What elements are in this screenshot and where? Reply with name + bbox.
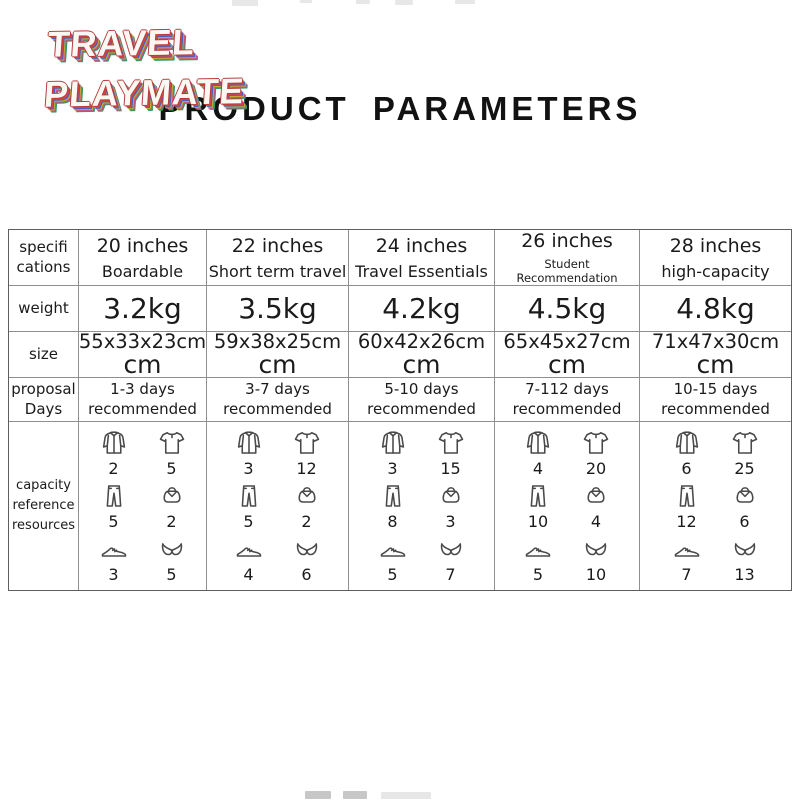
handbag-count: 2 [166, 512, 177, 531]
jacket-icon [376, 428, 410, 458]
capacity-cell-22-inches [207, 422, 349, 590]
weight-value: 3.2kg [79, 286, 207, 332]
bra-icon [434, 534, 468, 564]
proposal-days-value: 10-15 days recommended [640, 378, 791, 422]
column-subtitle: Boardable [101, 261, 184, 281]
bra-count: 5 [166, 565, 177, 584]
capacity-row-label: capacity reference resources [9, 422, 79, 590]
jacket-icon [97, 428, 131, 458]
weight-row-label: weight [9, 286, 79, 332]
size-unit: cm [402, 350, 441, 378]
bra-count: 6 [301, 565, 312, 584]
handbag-icon [434, 481, 468, 511]
size-unit: cm [696, 350, 735, 378]
cropped-text-artifact [395, 0, 413, 5]
jacket-icon [232, 428, 266, 458]
column-size: 20 inches [96, 234, 189, 257]
column-header-28-inches [640, 230, 791, 286]
bra-icon [290, 534, 324, 564]
column-subtitle: Student Recommendation [516, 257, 618, 285]
shoe-icon [670, 534, 704, 564]
column-header-22-inches [207, 230, 349, 286]
size-row-label: size [9, 332, 79, 378]
brand-logo-line1: TRAVEL [46, 21, 197, 65]
tshirt-icon [290, 428, 324, 458]
tshirt-icon [728, 428, 762, 458]
shoe-count: 7 [681, 565, 692, 584]
size-value: 71x47x30cm cm [640, 332, 791, 378]
tshirt-count: 20 [585, 459, 607, 478]
column-subtitle: Short term travel [208, 261, 347, 281]
shoe-count: 5 [387, 565, 398, 584]
pants-count: 5 [243, 512, 254, 531]
pants-count: 8 [387, 512, 398, 531]
proposal-days-value: 7-112 days recommended [495, 378, 640, 422]
header-specifications-label: specifi cations [9, 230, 79, 286]
proposal-days-value: 3-7 days recommended [207, 378, 349, 422]
brand-logo [42, 16, 249, 119]
cropped-text-artifact [232, 0, 258, 6]
weight-value: 3.5kg [207, 286, 349, 332]
handbag-count: 3 [445, 512, 456, 531]
weight-value: 4.8kg [640, 286, 791, 332]
handbag-icon [155, 481, 189, 511]
shoe-count: 4 [243, 565, 254, 584]
bra-icon [728, 534, 762, 564]
weight-value: 4.2kg [349, 286, 495, 332]
column-size: 24 inches [375, 234, 468, 257]
cropped-text-artifact [356, 0, 370, 4]
tshirt-icon [155, 428, 189, 458]
bra-count: 10 [585, 565, 607, 584]
column-subtitle: Travel Essentials [355, 261, 488, 281]
cropped-text-artifact [455, 0, 475, 4]
size-value: 60x42x26cm cm [349, 332, 495, 378]
bra-count: 7 [445, 565, 456, 584]
capacity-cell-20-inches [79, 422, 207, 590]
shoe-icon [232, 534, 266, 564]
shoe-count: 5 [532, 565, 544, 584]
size-value: 55x33x23cm cm [79, 332, 207, 378]
handbag-icon [290, 481, 324, 511]
cropped-text-artifact [343, 791, 367, 799]
proposal-days-value: 1-3 days recommended [79, 378, 207, 422]
jacket-count: 4 [532, 459, 544, 478]
shoe-icon [521, 534, 555, 564]
jacket-count: 6 [681, 459, 692, 478]
pants-icon [521, 481, 555, 511]
handbag-count: 4 [590, 512, 602, 531]
handbag-icon [579, 481, 613, 511]
column-header-26-inches [495, 230, 640, 286]
tshirt-icon [434, 428, 468, 458]
product-parameters-table [8, 229, 792, 591]
bra-count: 13 [734, 565, 755, 584]
proposal-days-row-label: proposal Days [9, 378, 79, 422]
pants-count: 12 [676, 512, 697, 531]
size-value: 65x45x27cm cm [495, 332, 640, 378]
size-unit: cm [123, 350, 162, 378]
jacket-icon [521, 428, 555, 458]
shoe-count: 3 [108, 565, 119, 584]
tshirt-count: 5 [166, 459, 177, 478]
cropped-text-artifact [381, 792, 431, 799]
size-unit: cm [547, 350, 587, 378]
size-unit: cm [258, 350, 297, 378]
brand-logo-line2: PLAYMATE [42, 70, 246, 115]
jacket-count: 3 [243, 459, 254, 478]
pants-icon [232, 481, 266, 511]
tshirt-icon [579, 428, 613, 458]
handbag-count: 6 [739, 512, 750, 531]
column-size: 22 inches [231, 234, 324, 257]
handbag-count: 2 [301, 512, 312, 531]
size-value: 59x38x25cm cm [207, 332, 349, 378]
tshirt-count: 25 [734, 459, 755, 478]
column-size: 26 inches [521, 230, 613, 252]
jacket-icon [670, 428, 704, 458]
tshirt-count: 12 [296, 459, 317, 478]
capacity-cell-26-inches [495, 422, 640, 590]
pants-count: 5 [108, 512, 119, 531]
cropped-text-artifact [300, 0, 312, 3]
weight-value: 4.5kg [495, 286, 640, 332]
column-header-20-inches [79, 230, 207, 286]
jacket-count: 2 [108, 459, 119, 478]
shoe-icon [376, 534, 410, 564]
column-header-24-inches [349, 230, 495, 286]
page-title: PRODUCT PARAMETERS [158, 90, 642, 127]
pants-count: 10 [527, 512, 549, 531]
column-size: 28 inches [669, 234, 762, 257]
column-subtitle: high-capacity [661, 261, 770, 281]
jacket-count: 3 [387, 459, 398, 478]
pants-icon [670, 481, 704, 511]
handbag-icon [728, 481, 762, 511]
bra-icon [579, 534, 613, 564]
capacity-cell-28-inches [640, 422, 791, 590]
capacity-cell-24-inches [349, 422, 495, 590]
pants-icon [376, 481, 410, 511]
pants-icon [97, 481, 131, 511]
shoe-icon [97, 534, 131, 564]
proposal-days-value: 5-10 days recommended [349, 378, 495, 422]
bra-icon [155, 534, 189, 564]
cropped-text-artifact [305, 791, 331, 799]
tshirt-count: 15 [440, 459, 461, 478]
